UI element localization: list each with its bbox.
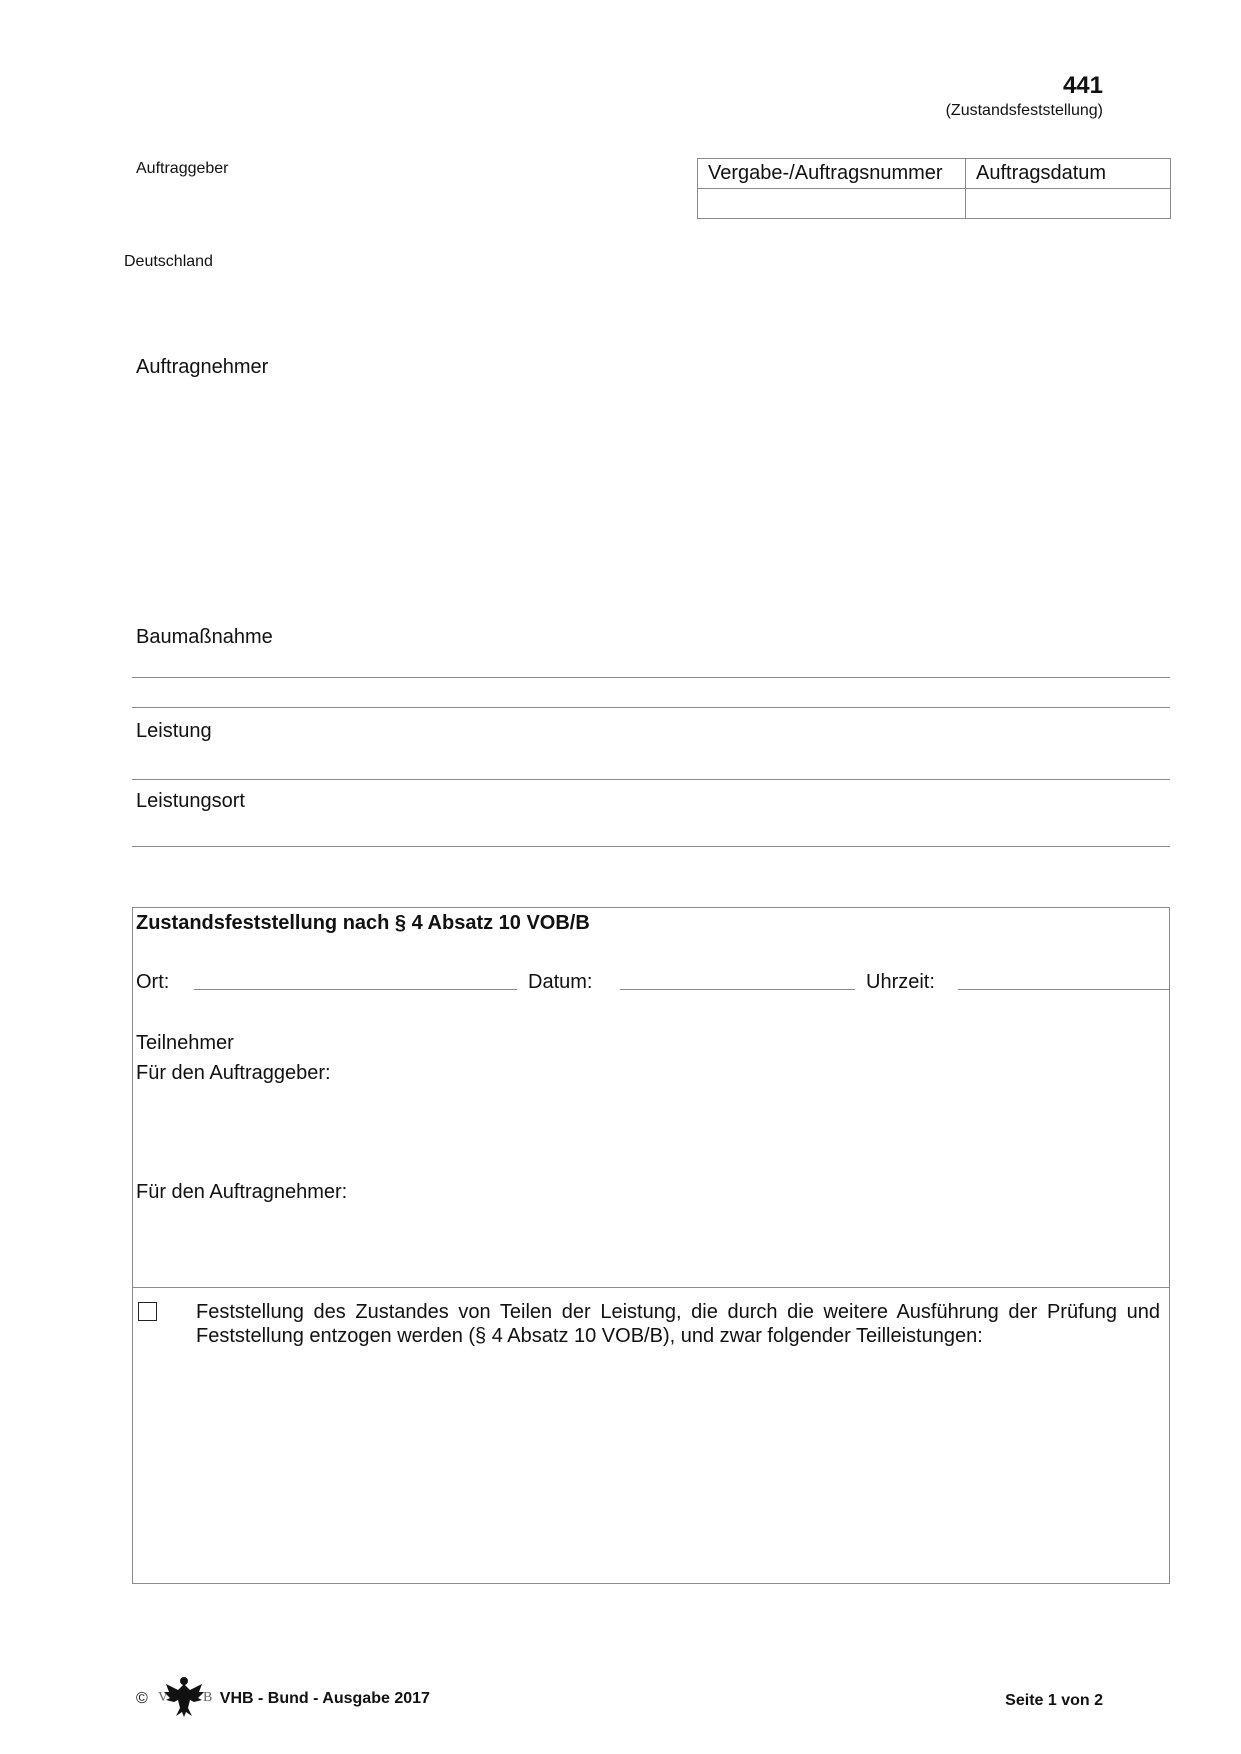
leistungsort-field-line[interactable] xyxy=(132,846,1170,847)
form-subtitle: (Zustandsfeststellung) xyxy=(945,102,1103,119)
divider xyxy=(132,707,1170,708)
ort-label: Ort: xyxy=(136,971,170,993)
teilleistung-checkbox[interactable] xyxy=(138,1302,157,1321)
client-label: Auftraggeber xyxy=(136,160,229,177)
copyright-symbol: © xyxy=(136,1689,148,1707)
zustand-box xyxy=(132,907,1170,1584)
contractor-label: Auftragnehmer xyxy=(136,356,269,378)
baumassnahme-field-line[interactable] xyxy=(132,677,1170,678)
datum-label: Datum: xyxy=(528,971,593,993)
datum-field-line[interactable] xyxy=(620,989,855,990)
zustand-title: Zustandsfeststellung nach § 4 Absatz 10 VOB/B xyxy=(136,912,590,934)
divider xyxy=(132,1287,1170,1288)
order-table xyxy=(697,158,1171,219)
baumassnahme-label: Baumaßnahme xyxy=(136,626,273,648)
federal-eagle-icon xyxy=(156,1674,212,1723)
order-date-header: Auftragsdatum xyxy=(966,159,1171,189)
teilleistung-text: Feststellung des Zustandes von Teilen der Leistung, die durch die weitere Ausführung der Prüfung und Feststellung entzogen werden (§ 4 Absatz 10 VOB/B), und zwar folgender Teilleistungen: xyxy=(196,1301,1160,1347)
fuer-auftraggeber-label: Für den Auftraggeber: xyxy=(136,1062,331,1084)
order-number-header: Vergabe-/Auftragsnummer xyxy=(698,159,966,189)
uhrzeit-label: Uhrzeit: xyxy=(866,971,935,993)
teilnehmer-label: Teilnehmer xyxy=(136,1032,234,1054)
leistung-field-line[interactable] xyxy=(132,779,1170,780)
form-number: 441 xyxy=(1062,72,1103,99)
page-number: Seite 1 von 2 xyxy=(1005,1692,1103,1709)
svg-text:B: B xyxy=(202,1690,212,1705)
fuer-auftragnehmer-label: Für den Auftragnehmer: xyxy=(136,1181,348,1203)
client-country: Deutschland xyxy=(124,253,213,270)
order-date-field[interactable] xyxy=(966,189,1171,219)
svg-text:V: V xyxy=(157,1690,168,1705)
leistungsort-label: Leistungsort xyxy=(136,790,245,812)
ort-field-line[interactable] xyxy=(194,989,517,990)
order-number-field[interactable] xyxy=(698,189,966,219)
edition-title: VHB - Bund - Ausgabe 2017 xyxy=(219,1689,430,1707)
uhrzeit-field-line[interactable] xyxy=(958,989,1169,990)
footer-edition xyxy=(136,1674,430,1723)
leistung-label: Leistung xyxy=(136,720,212,742)
